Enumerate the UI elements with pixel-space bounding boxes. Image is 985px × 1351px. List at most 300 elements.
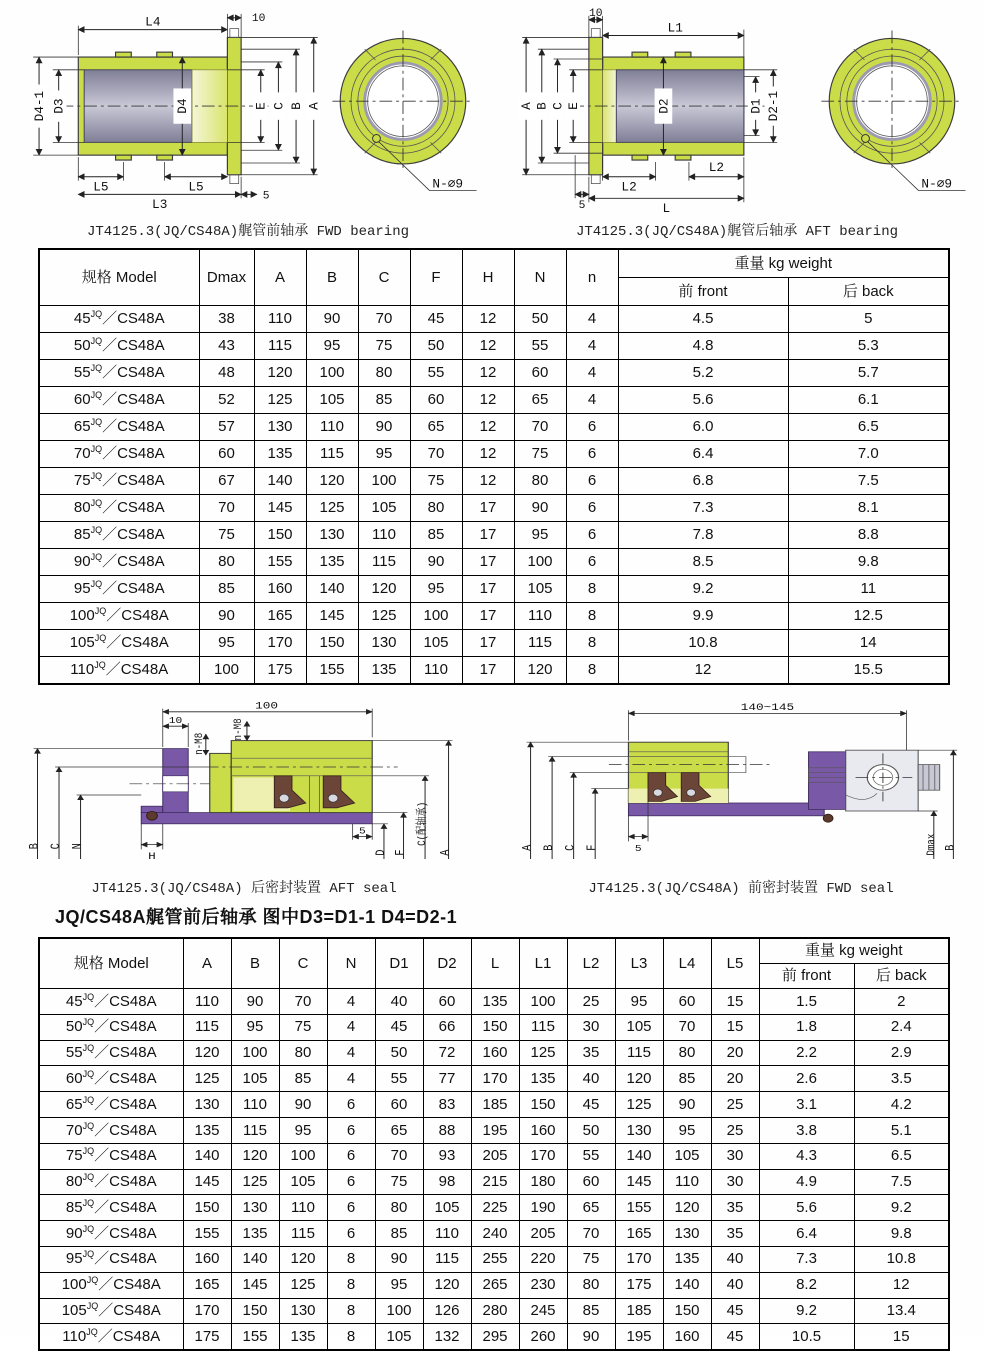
value-cell: 90 bbox=[410, 549, 462, 576]
value-cell: 115 bbox=[231, 1117, 279, 1143]
value-cell: 75 bbox=[375, 1169, 423, 1195]
model-cell: $75^{JQ}/CS48A$ bbox=[39, 1143, 183, 1169]
front-weight-cell: 8.5 bbox=[618, 549, 788, 576]
front-weight-cell: 4.8 bbox=[618, 333, 788, 360]
front-header-cell: 前 front bbox=[759, 964, 854, 989]
aft-bearing-figure bbox=[503, 8, 971, 240]
model-cell: $110^{JQ}/CS48A$ bbox=[39, 1324, 183, 1350]
front-weight-cell: 2.2 bbox=[759, 1040, 854, 1066]
dim-label: L1 bbox=[667, 20, 683, 36]
value-cell: 45 bbox=[711, 1298, 759, 1324]
value-cell: 175 bbox=[183, 1324, 231, 1350]
value-cell: 100 bbox=[231, 1040, 279, 1066]
value-cell: 48 bbox=[199, 360, 254, 387]
front-weight-cell: 5.2 bbox=[618, 360, 788, 387]
bolt-hole bbox=[373, 135, 381, 143]
table-row bbox=[39, 1195, 949, 1221]
value-cell: 130 bbox=[183, 1092, 231, 1118]
value-cell: 90 bbox=[199, 603, 254, 630]
value-cell: 70 bbox=[358, 306, 410, 333]
model-cell: $90^{JQ}/CS48A$ bbox=[39, 1221, 183, 1247]
value-cell: 150 bbox=[519, 1092, 567, 1118]
col-header-cell: A bbox=[254, 249, 306, 306]
back-weight-cell: 10.8 bbox=[854, 1246, 949, 1272]
dim-label: n-M8 bbox=[193, 732, 207, 755]
table-row bbox=[39, 603, 949, 630]
value-cell: 170 bbox=[183, 1298, 231, 1324]
value-cell: 95 bbox=[514, 522, 566, 549]
value-cell: 40 bbox=[375, 989, 423, 1015]
value-cell: 8 bbox=[566, 630, 618, 657]
value-cell: 110 bbox=[358, 522, 410, 549]
back-weight-cell: 2 bbox=[854, 989, 949, 1015]
aft-bearing-end-view bbox=[821, 31, 965, 192]
value-cell: 40 bbox=[711, 1246, 759, 1272]
table-row bbox=[39, 333, 949, 360]
back-header-cell: 后 back bbox=[788, 278, 949, 306]
table-row bbox=[39, 306, 949, 333]
value-cell: 110 bbox=[663, 1169, 711, 1195]
table-row bbox=[39, 576, 949, 603]
dim-label: N bbox=[70, 843, 85, 850]
value-cell: 155 bbox=[615, 1195, 663, 1221]
col-header-cell: B bbox=[306, 249, 358, 306]
value-cell: 12 bbox=[462, 441, 514, 468]
value-cell: 17 bbox=[462, 630, 514, 657]
value-cell: 45 bbox=[711, 1324, 759, 1350]
value-cell: 20 bbox=[711, 1040, 759, 1066]
value-cell: 145 bbox=[183, 1169, 231, 1195]
value-cell: 105 bbox=[358, 495, 410, 522]
col-header-cell: C bbox=[279, 938, 327, 989]
value-cell: 110 bbox=[410, 657, 462, 685]
dim-label: L bbox=[662, 201, 671, 217]
value-cell: 90 bbox=[358, 414, 410, 441]
col-header-cell: L3 bbox=[615, 938, 663, 989]
value-cell: 125 bbox=[279, 1272, 327, 1298]
table-row bbox=[39, 989, 949, 1015]
value-cell: 93 bbox=[423, 1143, 471, 1169]
value-cell: 135 bbox=[306, 549, 358, 576]
table-row bbox=[39, 1117, 949, 1143]
table-row bbox=[39, 630, 949, 657]
value-cell: 120 bbox=[514, 657, 566, 685]
back-weight-cell: 5.3 bbox=[788, 333, 949, 360]
value-cell: 20 bbox=[711, 1066, 759, 1092]
value-cell: 150 bbox=[183, 1195, 231, 1221]
value-cell: 260 bbox=[519, 1324, 567, 1350]
value-cell: 145 bbox=[615, 1169, 663, 1195]
dim-label: C(配轴承) bbox=[416, 801, 430, 846]
value-cell: 95 bbox=[663, 1117, 711, 1143]
col-header-cell: L1 bbox=[519, 938, 567, 989]
value-cell: 4 bbox=[566, 360, 618, 387]
value-cell: 160 bbox=[183, 1246, 231, 1272]
value-cell: 125 bbox=[358, 603, 410, 630]
value-cell: 160 bbox=[663, 1324, 711, 1350]
dim-label: 10 bbox=[588, 7, 603, 20]
value-cell: 95 bbox=[306, 333, 358, 360]
value-cell: 115 bbox=[306, 441, 358, 468]
value-cell: 110 bbox=[514, 603, 566, 630]
value-cell: 17 bbox=[462, 603, 514, 630]
value-cell: 12 bbox=[462, 414, 514, 441]
value-cell: 130 bbox=[231, 1195, 279, 1221]
model-cell: $80^{JQ}/CS48A$ bbox=[39, 1169, 183, 1195]
value-cell: 65 bbox=[410, 414, 462, 441]
value-cell: 155 bbox=[231, 1324, 279, 1350]
value-cell: 135 bbox=[231, 1221, 279, 1247]
value-cell: 125 bbox=[306, 495, 358, 522]
model-cell: $110^{JQ}/CS48A$ bbox=[39, 657, 199, 685]
value-cell: 105 bbox=[423, 1195, 471, 1221]
model-cell: $60^{JQ}/CS48A$ bbox=[39, 387, 199, 414]
value-cell: 140 bbox=[306, 576, 358, 603]
value-cell: 140 bbox=[231, 1246, 279, 1272]
back-weight-cell: 13.4 bbox=[854, 1298, 949, 1324]
value-cell: 135 bbox=[183, 1117, 231, 1143]
dim-label: L3 bbox=[152, 197, 168, 213]
value-cell: 100 bbox=[375, 1298, 423, 1324]
value-cell: 30 bbox=[711, 1169, 759, 1195]
value-cell: 30 bbox=[711, 1143, 759, 1169]
value-cell: 57 bbox=[199, 414, 254, 441]
back-weight-cell: 9.8 bbox=[854, 1221, 949, 1247]
value-cell: 83 bbox=[423, 1092, 471, 1118]
value-cell: 98 bbox=[423, 1169, 471, 1195]
value-cell: 100 bbox=[199, 657, 254, 685]
model-cell: $55^{JQ}/CS48A$ bbox=[39, 1040, 183, 1066]
dim-label: A bbox=[520, 844, 535, 851]
value-cell: 185 bbox=[615, 1298, 663, 1324]
table-row bbox=[39, 1143, 949, 1169]
model-cell: $45^{JQ}/CS48A$ bbox=[39, 306, 199, 333]
front-weight-cell: 6.8 bbox=[618, 468, 788, 495]
value-cell: 205 bbox=[471, 1143, 519, 1169]
value-cell: 120 bbox=[279, 1246, 327, 1272]
value-cell: 120 bbox=[183, 1040, 231, 1066]
dim-label: A bbox=[438, 849, 453, 856]
model-cell: $85^{JQ}/CS48A$ bbox=[39, 522, 199, 549]
value-cell: 60 bbox=[410, 387, 462, 414]
value-cell: 8 bbox=[327, 1298, 375, 1324]
col-header-cell: Dmax bbox=[199, 249, 254, 306]
col-header-cell: n bbox=[566, 249, 618, 306]
value-cell: 8 bbox=[327, 1246, 375, 1272]
value-cell: 130 bbox=[279, 1298, 327, 1324]
table-row bbox=[39, 549, 949, 576]
col-header-cell: L4 bbox=[663, 938, 711, 989]
value-cell: 115 bbox=[254, 333, 306, 360]
value-cell: 80 bbox=[199, 549, 254, 576]
back-weight-cell: 6.5 bbox=[854, 1143, 949, 1169]
dim-label: n-M8 bbox=[232, 718, 246, 741]
col-header-cell: C bbox=[358, 249, 410, 306]
front-weight-cell: 9.2 bbox=[759, 1298, 854, 1324]
value-cell: 4 bbox=[327, 1014, 375, 1040]
value-cell: 45 bbox=[410, 306, 462, 333]
model-cell: $85^{JQ}/CS48A$ bbox=[39, 1195, 183, 1221]
value-cell: 6 bbox=[566, 495, 618, 522]
value-cell: 160 bbox=[471, 1040, 519, 1066]
value-cell: 135 bbox=[358, 657, 410, 685]
value-cell: 205 bbox=[519, 1221, 567, 1247]
value-cell: 12 bbox=[462, 360, 514, 387]
value-cell: 90 bbox=[231, 989, 279, 1015]
value-cell: 75 bbox=[410, 468, 462, 495]
back-weight-cell: 7.5 bbox=[788, 468, 949, 495]
model-cell: $100^{JQ}/CS48A$ bbox=[39, 1272, 183, 1298]
value-cell: 105 bbox=[663, 1143, 711, 1169]
value-cell: 70 bbox=[567, 1221, 615, 1247]
value-cell: 60 bbox=[663, 989, 711, 1015]
dim-label: E bbox=[253, 102, 269, 110]
dim-label: 5 bbox=[578, 200, 586, 213]
value-cell: 70 bbox=[663, 1014, 711, 1040]
back-weight-cell: 9.2 bbox=[854, 1195, 949, 1221]
col-header-cell: L2 bbox=[567, 938, 615, 989]
value-cell: 150 bbox=[663, 1298, 711, 1324]
value-cell: 6 bbox=[566, 522, 618, 549]
front-weight-cell: 6.0 bbox=[618, 414, 788, 441]
value-cell: 50 bbox=[514, 306, 566, 333]
table-row bbox=[39, 522, 949, 549]
value-cell: 150 bbox=[231, 1298, 279, 1324]
value-cell: 8 bbox=[566, 603, 618, 630]
table-row bbox=[39, 1066, 949, 1092]
dim-label: A bbox=[306, 102, 322, 110]
value-cell: 125 bbox=[519, 1040, 567, 1066]
value-cell: 12 bbox=[462, 387, 514, 414]
value-cell: 8 bbox=[327, 1324, 375, 1350]
value-cell: 75 bbox=[279, 1014, 327, 1040]
value-cell: 4 bbox=[566, 306, 618, 333]
table-row bbox=[39, 1169, 949, 1195]
front-weight-cell: 9.2 bbox=[618, 576, 788, 603]
value-cell: 75 bbox=[199, 522, 254, 549]
front-weight-cell: 4.5 bbox=[618, 306, 788, 333]
dim-label: B bbox=[288, 102, 304, 110]
model-header-cell: 规格 Model bbox=[39, 938, 183, 989]
value-cell: 80 bbox=[514, 468, 566, 495]
fwd-seal-caption: JT4125.3(JQ/CS48A) 前密封装置 FWD seal bbox=[588, 881, 894, 897]
value-cell: 25 bbox=[567, 989, 615, 1015]
front-weight-cell: 7.8 bbox=[618, 522, 788, 549]
back-weight-cell: 11 bbox=[788, 576, 949, 603]
front-weight-cell: 10.5 bbox=[759, 1324, 854, 1350]
col-header-cell: N bbox=[327, 938, 375, 989]
seal-ring bbox=[147, 811, 158, 820]
front-weight-cell: 6.4 bbox=[759, 1221, 854, 1247]
value-cell: 25 bbox=[711, 1092, 759, 1118]
value-cell: 230 bbox=[519, 1272, 567, 1298]
back-weight-cell: 14 bbox=[788, 630, 949, 657]
value-cell: 43 bbox=[199, 333, 254, 360]
top-drawings-row bbox=[0, 0, 985, 240]
back-weight-cell: 2.4 bbox=[854, 1014, 949, 1040]
dim-label: L5 bbox=[188, 179, 204, 195]
model-cell: $75^{JQ}/CS48A$ bbox=[39, 468, 199, 495]
value-cell: 120 bbox=[358, 576, 410, 603]
front-header-cell: 前 front bbox=[618, 278, 788, 306]
aft-seal-caption: JT4125.3(JQ/CS48A) 后密封装置 AFT seal bbox=[91, 881, 397, 897]
table-row bbox=[39, 414, 949, 441]
value-cell: 155 bbox=[306, 657, 358, 685]
dim-label: B bbox=[943, 844, 958, 851]
seal-base bbox=[141, 813, 372, 824]
value-cell: 95 bbox=[615, 989, 663, 1015]
front-weight-cell: 1.5 bbox=[759, 989, 854, 1015]
weight-header-cell: 重量 kg weight bbox=[618, 249, 949, 278]
value-cell: 60 bbox=[375, 1092, 423, 1118]
value-cell: 120 bbox=[306, 468, 358, 495]
value-cell: 105 bbox=[231, 1066, 279, 1092]
value-cell: 100 bbox=[519, 989, 567, 1015]
value-cell: 17 bbox=[462, 657, 514, 685]
value-cell: 65 bbox=[567, 1195, 615, 1221]
value-cell: 95 bbox=[231, 1014, 279, 1040]
table-row bbox=[39, 1324, 949, 1350]
value-cell: 130 bbox=[615, 1117, 663, 1143]
value-cell: 60 bbox=[423, 989, 471, 1015]
model-cell: $105^{JQ}/CS48A$ bbox=[39, 630, 199, 657]
dim-label: D2 bbox=[656, 98, 672, 114]
value-cell: 50 bbox=[410, 333, 462, 360]
value-cell: 4 bbox=[327, 989, 375, 1015]
value-cell: 60 bbox=[567, 1169, 615, 1195]
value-cell: 145 bbox=[254, 495, 306, 522]
value-cell: 115 bbox=[423, 1246, 471, 1272]
value-cell: 35 bbox=[711, 1195, 759, 1221]
table-row bbox=[39, 1298, 949, 1324]
fwd-bearing-figure bbox=[14, 8, 482, 240]
value-cell: 75 bbox=[567, 1246, 615, 1272]
value-cell: 115 bbox=[615, 1040, 663, 1066]
value-cell: 150 bbox=[471, 1014, 519, 1040]
back-weight-cell: 5.1 bbox=[854, 1117, 949, 1143]
model-header-cell: 规格 Model bbox=[39, 249, 199, 306]
front-weight-cell: 3.1 bbox=[759, 1092, 854, 1118]
value-cell: 85 bbox=[358, 387, 410, 414]
model-cell: $95^{JQ}/CS48A$ bbox=[39, 576, 199, 603]
value-cell: 115 bbox=[519, 1014, 567, 1040]
dim-label: L2 bbox=[708, 159, 725, 175]
value-cell: 115 bbox=[514, 630, 566, 657]
front-weight-cell: 4.3 bbox=[759, 1143, 854, 1169]
value-cell: 135 bbox=[279, 1324, 327, 1350]
value-cell: 8 bbox=[327, 1272, 375, 1298]
value-cell: 280 bbox=[471, 1298, 519, 1324]
value-cell: 100 bbox=[410, 603, 462, 630]
dim-label: 5 bbox=[262, 190, 270, 203]
back-weight-cell: 2.9 bbox=[854, 1040, 949, 1066]
value-cell: 215 bbox=[471, 1169, 519, 1195]
dim-label: 10 bbox=[168, 715, 183, 727]
value-cell: 40 bbox=[711, 1272, 759, 1298]
value-cell: 77 bbox=[423, 1066, 471, 1092]
fwd-seal-drawing bbox=[511, 699, 971, 871]
dim-label: E bbox=[566, 102, 582, 110]
dim-label: L2 bbox=[621, 179, 637, 195]
value-cell: 95 bbox=[375, 1272, 423, 1298]
value-cell: 80 bbox=[375, 1195, 423, 1221]
value-cell: 90 bbox=[663, 1092, 711, 1118]
value-cell: 130 bbox=[358, 630, 410, 657]
back-weight-cell: 7.5 bbox=[854, 1169, 949, 1195]
table-row bbox=[39, 468, 949, 495]
value-cell: 55 bbox=[410, 360, 462, 387]
value-cell: 105 bbox=[615, 1014, 663, 1040]
value-cell: 110 bbox=[423, 1221, 471, 1247]
table2-body bbox=[39, 989, 949, 1351]
dim-label: B bbox=[542, 844, 557, 851]
table-row bbox=[39, 441, 949, 468]
col-header-cell: B bbox=[231, 938, 279, 989]
value-cell: 120 bbox=[254, 360, 306, 387]
value-cell: 110 bbox=[279, 1195, 327, 1221]
dim-label: H bbox=[148, 850, 156, 863]
value-cell: 110 bbox=[231, 1092, 279, 1118]
clamp-purple-block bbox=[809, 752, 846, 810]
value-cell: 115 bbox=[358, 549, 410, 576]
value-cell: 70 bbox=[410, 441, 462, 468]
value-cell: 95 bbox=[199, 630, 254, 657]
value-cell: 165 bbox=[254, 603, 306, 630]
dim-label: 140~145 bbox=[740, 702, 795, 714]
value-cell: 150 bbox=[254, 522, 306, 549]
value-cell: 17 bbox=[462, 549, 514, 576]
model-cell: $105^{JQ}/CS48A$ bbox=[39, 1298, 183, 1324]
back-weight-cell: 15 bbox=[854, 1324, 949, 1350]
value-cell: 175 bbox=[254, 657, 306, 685]
back-weight-cell: 15.5 bbox=[788, 657, 949, 685]
value-cell: 195 bbox=[471, 1117, 519, 1143]
value-cell: 120 bbox=[663, 1195, 711, 1221]
value-cell: 120 bbox=[615, 1066, 663, 1092]
value-cell: 120 bbox=[423, 1272, 471, 1298]
table1-header bbox=[39, 249, 949, 306]
value-cell: 6 bbox=[566, 414, 618, 441]
value-cell: 45 bbox=[567, 1092, 615, 1118]
front-weight-cell: 7.3 bbox=[618, 495, 788, 522]
value-cell: 12 bbox=[462, 333, 514, 360]
col-header-cell: F bbox=[410, 249, 462, 306]
dim-label: F bbox=[585, 844, 600, 851]
aft-seal-figure bbox=[14, 699, 474, 897]
back-weight-cell: 9.8 bbox=[788, 549, 949, 576]
table-row bbox=[39, 387, 949, 414]
front-weight-cell: 1.8 bbox=[759, 1014, 854, 1040]
model-cell: $50^{JQ}/CS48A$ bbox=[39, 333, 199, 360]
value-cell: 140 bbox=[254, 468, 306, 495]
value-cell: 88 bbox=[423, 1117, 471, 1143]
value-cell: 105 bbox=[514, 576, 566, 603]
back-weight-cell: 4.2 bbox=[854, 1092, 949, 1118]
seal-base bbox=[628, 803, 824, 816]
table-row bbox=[39, 1040, 949, 1066]
value-cell: 170 bbox=[615, 1246, 663, 1272]
value-cell: 35 bbox=[567, 1040, 615, 1066]
value-cell: 140 bbox=[615, 1143, 663, 1169]
dim-label: L5 bbox=[93, 179, 109, 195]
value-cell: 115 bbox=[279, 1221, 327, 1247]
value-cell: 105 bbox=[410, 630, 462, 657]
table1-body bbox=[39, 306, 949, 685]
back-weight-cell: 7.0 bbox=[788, 441, 949, 468]
value-cell: 90 bbox=[375, 1246, 423, 1272]
value-cell: 120 bbox=[231, 1143, 279, 1169]
value-cell: 130 bbox=[254, 414, 306, 441]
